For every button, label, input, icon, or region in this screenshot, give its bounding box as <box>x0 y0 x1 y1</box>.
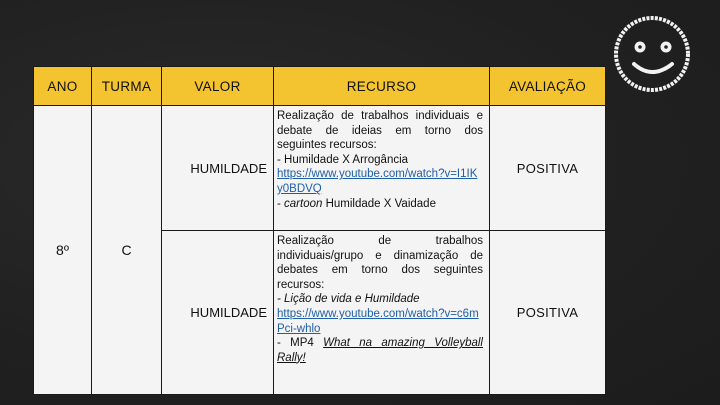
cell-recurso <box>274 231 490 395</box>
table-row <box>34 106 606 231</box>
cell-avaliacao: POSITIVA <box>490 231 606 395</box>
cell-turma: C <box>92 106 162 395</box>
header-valor: VALOR <box>162 67 274 106</box>
video-link[interactable]: https://www.youtube.com/watch?v=I1IKy0BDVQ <box>277 168 478 195</box>
cell-recurso <box>274 106 490 231</box>
evaluation-table <box>33 66 606 395</box>
recurso-item: - Lição de vida e Humildade <box>277 293 420 306</box>
table-header-row <box>34 67 606 106</box>
header-ano: ANO <box>34 67 92 106</box>
cell-valor: HUMILDADE <box>162 231 274 395</box>
header-turma: TURMA <box>92 67 162 106</box>
recurso-item: - cartoon Humildade X Vaidade <box>277 197 436 210</box>
header-avaliacao: AVALIAÇÃO <box>490 67 606 106</box>
recurso-item: - MP4 What na amazing Volleyball Rally! <box>277 337 483 364</box>
smiley-face-icon <box>612 14 692 94</box>
recurso-intro: Realização de trabalhos individuais e debate de ideias em torno dos seguintes recursos: <box>277 110 483 152</box>
recurso-intro: Realização de trabalhos individuais/grupo e dinamização de debates em torno dos seguintes recursos: <box>277 235 483 291</box>
cell-avaliacao: POSITIVA <box>490 106 606 231</box>
cell-valor: HUMILDADE <box>162 106 274 231</box>
recurso-item: - Humildade X Arrogância <box>277 153 409 166</box>
cell-ano: 8º <box>34 106 92 395</box>
header-recurso: RECURSO <box>274 67 490 106</box>
video-link[interactable]: https://www.youtube.com/watch?v=c6mPci-whlo <box>277 307 479 335</box>
